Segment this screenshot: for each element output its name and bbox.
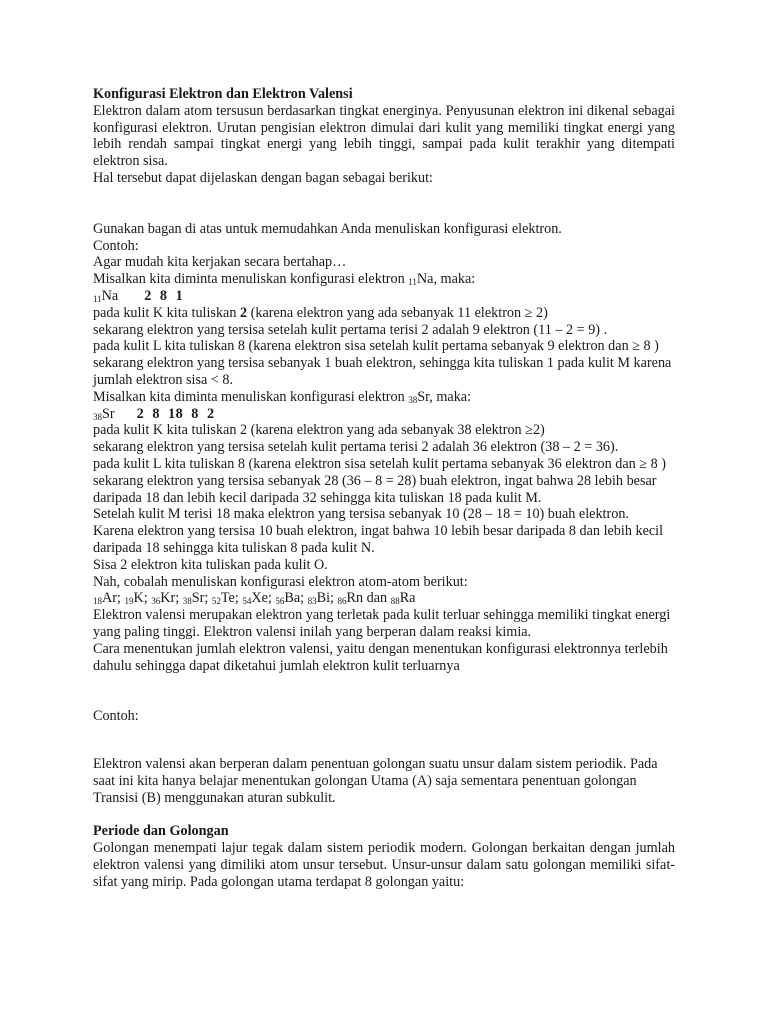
atom-symbol: Ar [102,590,117,607]
spacer [93,806,675,823]
atom-symbol: Xe [251,590,268,607]
usage-note: Gunakan bagan di atas untuk memudahkan Anda menuliskan konfigurasi elektron. [93,220,562,237]
sr-configuration: $_{38}$Sr 2 8 18 8 2 [93,405,215,422]
na-configuration: $_{11}$Na 2 8 1 [93,287,184,304]
valence-definition: Elektron valensi merupakan elektron yang terletak pada kulit terluar sehingga memiliki tingkat energi yang paling tinggi. Elektron valensi inilah yang berperan dalam reaksi kimia. [93,607,671,640]
atom-number: 36 [151,596,161,607]
sr-step-k: pada kulit K kita tuliskan 2 (karena elektron yang ada sebanyak 38 elektron ≥2) [93,422,545,439]
atom-number: 38 [182,596,192,607]
spacer [93,725,675,756]
atom-symbol: K [133,590,144,607]
exercise-prompt: Nah, cobalah menuliskan konfigurasi elektron atom-atom berikut: [93,573,468,590]
spacer [93,674,675,708]
sr-step-remainder-4: Karena elektron yang tersisa 10 buah elektron, ingat bahwa 10 lebih besar daripada 8 dan lebih kecil daripada 18 sehingga kita tuliskan 8 pada kulit N. [93,523,664,556]
atom-number: 86 [337,596,347,607]
atom-number: 88 [390,596,400,607]
atom-separator: ; [116,590,125,607]
atom-symbol: Bi [316,590,331,607]
atom-separator: ; [330,590,338,607]
atom-separator: ; [143,590,152,607]
atom-symbol: Ba [284,590,301,607]
sr-step-remainder-3: Setelah kulit M terisi 18 maka elektron yang tersisa sebanyak 10 (28 – 18 = 10) buah elektron. [93,506,629,523]
atom-number: 19 [124,596,134,607]
atom-number: 52 [211,596,221,607]
sr-step-remainder-1: sekarang elektron yang tersisa setelah kulit pertama terisi 2 adalah 36 elektron (38 – 2 = 36). [93,439,619,456]
atom-separator: ; [204,590,212,607]
stepwise-note: Agar mudah kita kerjakan secara bertahap… [93,254,347,271]
exercise-atom-list [93,590,675,607]
atom-separator: dan [363,590,391,607]
document-body [93,86,675,891]
atom-separator: ; [267,590,276,607]
atom-number: 83 [307,596,317,607]
example-label: Contoh: [93,237,139,254]
na-step-k: pada kulit K kita tuliskan 2 (karena elektron yang ada sebanyak 11 elektron ≥ 2) [93,304,548,321]
example-label-2: Contoh: [93,708,139,725]
diagram-placeholder [93,187,675,221]
atom-symbol: Rn [346,590,364,607]
atom-separator: ; [300,590,308,607]
valence-golongan-paragraph: Elektron valensi akan berperan dalam penentuan golongan suatu unsur dalam sistem periodik. Pada saat ini kita hanya belajar menentukan golongan Utama (A) saja sementara penentuan golongan Transisi (B) menggunakan aturan subkulit. [93,756,658,806]
sr-step-remainder-2: sekarang elektron yang tersisa sebanyak 28 (36 – 8 = 28) buah elektron, ingat bahwa 28 lebih besar daripada 18 dan lebih kecil daripada 32 sehingga kita tuliskan 18 pada kulit M. [93,472,657,506]
na-step-remainder-2: sekarang elektron yang tersisa sebanyak 1 buah elektron, sehingga kita tuliskan 1 pada kulit M karena jumlah elektron sisa < 8. [93,355,672,388]
atom-symbol: Ra [399,590,416,607]
sr-step-l: pada kulit L kita tuliskan 8 (karena elektron sisa setelah kulit pertama sebanyak 36 elektron dan ≥ 8 ) [93,455,666,472]
section-title-konfigurasi: Konfigurasi Elektron dan Elektron Valensi [93,86,353,102]
atom-separator: ; [234,590,243,607]
atom-symbol: Te [220,590,235,607]
sr-intro: Misalkan kita diminta menuliskan konfigurasi elektron $_{38}$Sr, maka: [93,388,472,405]
diagram-reference: Hal tersebut dapat dijelaskan dengan bagan sebagai berikut: [93,169,433,186]
golongan-paragraph: Golongan menempati lajur tegak dalam sistem periodik modern. Golongan berkaitan dengan jumlah elektron valensi yang dimiliki atom unsur tersebut. Unsur-unsur dalam satu golongan memiliki sifat-sifat yang mirip. Pada golongan utama terdapat 8 golongan yaitu: [93,840,675,890]
atom-separator: ; [175,590,183,607]
atom-number: 18 [93,596,102,607]
intro-paragraph: Elektron dalam atom tersusun berdasarkan tingkat energinya. Penyusunan elektron ini dikenal sebagai konfigurasi elektron. Urutan pengisian elektron dimulai dari kulit yang memiliki tingkat energi yang lebih rendah sampai tingkat energi yang lebih tinggi, sampai pada kulit terakhir yang ditempati elektron sisa. [93,102,675,170]
na-step-l: pada kulit L kita tuliskan 8 (karena elektron sisa setelah kulit pertama sebanyak 9 elektron dan ≥ 8 ) [93,338,659,355]
atom-number: 56 [275,596,285,607]
na-intro: Misalkan kita diminta menuliskan konfigurasi elektron $_{11}$Na, maka: [93,271,476,288]
valence-method: Cara menentukan jumlah elektron valensi, yaitu dengan menentukan konfigurasi elektronnya terlebih dahulu sehingga dapat diketahui jumlah elektron kulit terluarnya [93,640,668,674]
atom-symbol: Kr [160,590,176,607]
atom-symbol: Sr [191,590,205,607]
atom-number: 54 [242,596,252,607]
sr-step-remainder-5: Sisa 2 elektron kita tuliskan pada kulit O. [93,556,328,573]
na-step-remainder-1: sekarang elektron yang tersisa setelah kulit pertama terisi 2 adalah 9 elektron (11 – 2 = 9) . [93,321,608,338]
section-title-periode: Periode dan Golongan [93,823,229,840]
